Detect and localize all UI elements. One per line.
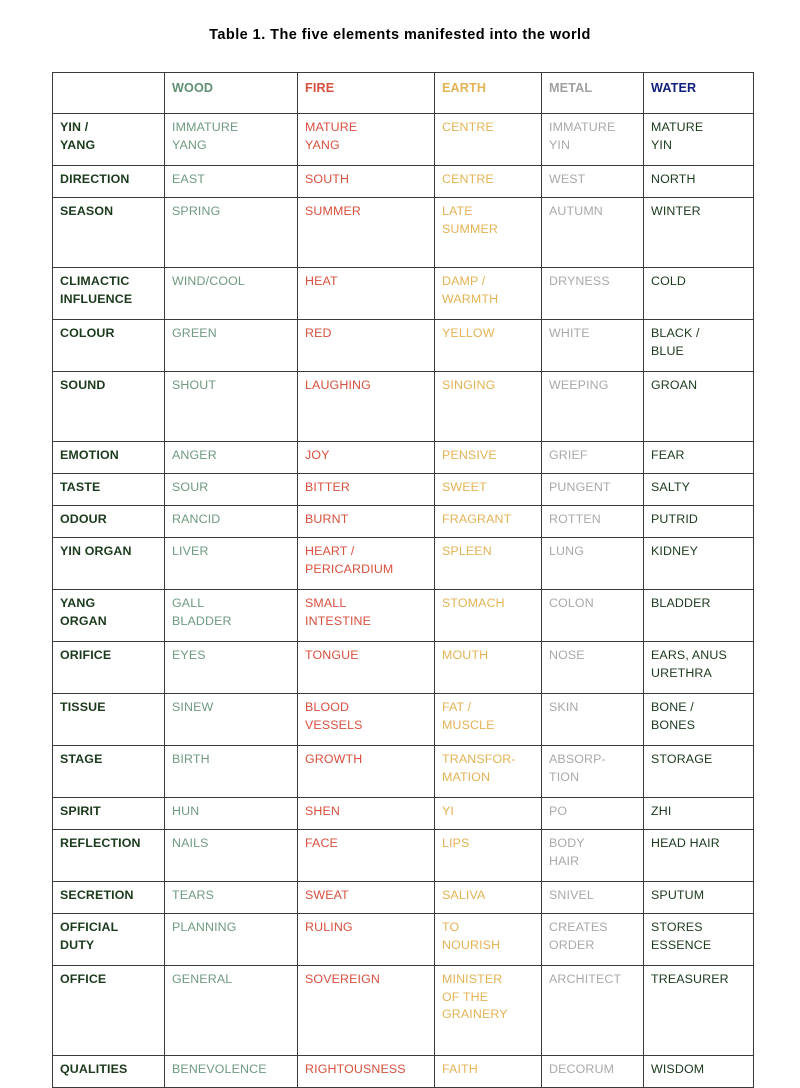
cell-wood: WIND/COOL — [165, 268, 298, 320]
row-label: ODOUR — [53, 506, 165, 538]
row-label: ORIFICE — [53, 642, 165, 694]
table-row — [53, 114, 754, 166]
cell-metal: SNIVEL — [542, 882, 644, 914]
cell-wood: ANGER — [165, 442, 298, 474]
table-row — [53, 166, 754, 198]
table-row — [53, 372, 754, 442]
cell-fire: HEART / PERICARDIUM — [298, 538, 435, 590]
row-label: OFFICE — [53, 966, 165, 1056]
cell-earth: YI — [435, 798, 542, 830]
column-header-fire: FIRE — [298, 73, 435, 114]
cell-earth: FRAGRANT — [435, 506, 542, 538]
row-label: STAGE — [53, 746, 165, 798]
cell-wood: PLANNING — [165, 914, 298, 966]
cell-wood: SHOUT — [165, 372, 298, 442]
cell-wood: GREEN — [165, 320, 298, 372]
cell-water: STORAGE — [644, 746, 754, 798]
cell-metal: DECORUM — [542, 1056, 644, 1088]
cell-water: GROAN — [644, 372, 754, 442]
cell-metal: WEST — [542, 166, 644, 198]
cell-metal: AUTUMN — [542, 198, 644, 268]
cell-fire: RULING — [298, 914, 435, 966]
table-row — [53, 590, 754, 642]
cell-water: STORES ESSENCE — [644, 914, 754, 966]
row-label: COLOUR — [53, 320, 165, 372]
cell-wood: EAST — [165, 166, 298, 198]
cell-fire: SHEN — [298, 798, 435, 830]
cell-metal: ROTTEN — [542, 506, 644, 538]
cell-wood: TEARS — [165, 882, 298, 914]
table-row — [53, 538, 754, 590]
cell-water: BLACK / BLUE — [644, 320, 754, 372]
row-label: QUALITIES — [53, 1056, 165, 1088]
column-header-earth: EARTH — [435, 73, 542, 114]
cell-earth: FAT / MUSCLE — [435, 694, 542, 746]
cell-water: BLADDER — [644, 590, 754, 642]
column-header-wood: WOOD — [165, 73, 298, 114]
cell-earth: SWEET — [435, 474, 542, 506]
cell-water: ZHI — [644, 798, 754, 830]
cell-wood: NAILS — [165, 830, 298, 882]
cell-water: SALTY — [644, 474, 754, 506]
cell-water: TREASURER — [644, 966, 754, 1056]
cell-earth: SALIVA — [435, 882, 542, 914]
cell-wood: SOUR — [165, 474, 298, 506]
cell-wood: BENEVOLENCE — [165, 1056, 298, 1088]
cell-metal: CREATES ORDER — [542, 914, 644, 966]
table-row — [53, 1056, 754, 1088]
row-label: REFLECTION — [53, 830, 165, 882]
table-row — [53, 442, 754, 474]
cell-water: HEAD HAIR — [644, 830, 754, 882]
cell-water: MATURE YIN — [644, 114, 754, 166]
cell-fire: RIGHTOUSNESS — [298, 1056, 435, 1088]
cell-fire: MATURE YANG — [298, 114, 435, 166]
row-label: SECRETION — [53, 882, 165, 914]
row-label: TASTE — [53, 474, 165, 506]
cell-fire: SOUTH — [298, 166, 435, 198]
cell-metal: GRIEF — [542, 442, 644, 474]
cell-earth: MOUTH — [435, 642, 542, 694]
table-row — [53, 474, 754, 506]
row-label: SOUND — [53, 372, 165, 442]
row-label: CLIMACTIC INFLUENCE — [53, 268, 165, 320]
cell-fire: GROWTH — [298, 746, 435, 798]
cell-fire: TONGUE — [298, 642, 435, 694]
cell-wood: GALL BLADDER — [165, 590, 298, 642]
table-row — [53, 914, 754, 966]
cell-fire: BLOOD VESSELS — [298, 694, 435, 746]
cell-fire: SOVEREIGN — [298, 966, 435, 1056]
table-row — [53, 506, 754, 538]
cell-fire: RED — [298, 320, 435, 372]
cell-earth: LATE SUMMER — [435, 198, 542, 268]
cell-water: EARS, ANUS URETHRA — [644, 642, 754, 694]
cell-earth: LIPS — [435, 830, 542, 882]
cell-metal: WHITE — [542, 320, 644, 372]
cell-earth: YELLOW — [435, 320, 542, 372]
cell-metal: ABSORP- TION — [542, 746, 644, 798]
cell-water: FEAR — [644, 442, 754, 474]
row-label: OFFICIAL DUTY — [53, 914, 165, 966]
table-row — [53, 268, 754, 320]
cell-fire: BURNT — [298, 506, 435, 538]
cell-metal: SKIN — [542, 694, 644, 746]
row-label: YIN ORGAN — [53, 538, 165, 590]
cell-fire: SUMMER — [298, 198, 435, 268]
cell-water: BONE / BONES — [644, 694, 754, 746]
row-label: DIRECTION — [53, 166, 165, 198]
cell-fire: JOY — [298, 442, 435, 474]
cell-fire: LAUGHING — [298, 372, 435, 442]
cell-metal: DRYNESS — [542, 268, 644, 320]
cell-metal: ARCHITECT — [542, 966, 644, 1056]
cell-water: COLD — [644, 268, 754, 320]
table-row — [53, 966, 754, 1056]
cell-wood: HUN — [165, 798, 298, 830]
cell-fire: HEAT — [298, 268, 435, 320]
table-row — [53, 798, 754, 830]
cell-metal: BODY HAIR — [542, 830, 644, 882]
table-row — [53, 882, 754, 914]
cell-earth: SPLEEN — [435, 538, 542, 590]
cell-wood: RANCID — [165, 506, 298, 538]
page-title: Table 1. The five elements manifested into the world — [209, 27, 591, 43]
cell-metal: COLON — [542, 590, 644, 642]
cell-earth: MINISTER OF THE GRAINERY — [435, 966, 542, 1056]
row-label: YIN / YANG — [53, 114, 165, 166]
cell-earth: TO NOURISH — [435, 914, 542, 966]
cell-water: WINTER — [644, 198, 754, 268]
cell-earth: CENTRE — [435, 166, 542, 198]
cell-earth: SINGING — [435, 372, 542, 442]
cell-water: PUTRID — [644, 506, 754, 538]
row-label: YANG ORGAN — [53, 590, 165, 642]
cell-water: SPUTUM — [644, 882, 754, 914]
cell-wood: BIRTH — [165, 746, 298, 798]
column-header-water: WATER — [644, 73, 754, 114]
cell-fire: SWEAT — [298, 882, 435, 914]
table-row — [53, 830, 754, 882]
cell-wood: IMMATURE YANG — [165, 114, 298, 166]
cell-metal: IMMATURE YIN — [542, 114, 644, 166]
cell-metal: PUNGENT — [542, 474, 644, 506]
cell-earth: DAMP / WARMTH — [435, 268, 542, 320]
cell-fire: SMALL INTESTINE — [298, 590, 435, 642]
table-body — [53, 73, 754, 1088]
cell-earth: PENSIVE — [435, 442, 542, 474]
cell-water: NORTH — [644, 166, 754, 198]
cell-metal: WEEPING — [542, 372, 644, 442]
row-label: SEASON — [53, 198, 165, 268]
cell-water: WISDOM — [644, 1056, 754, 1088]
column-header-metal: METAL — [542, 73, 644, 114]
cell-wood: GENERAL — [165, 966, 298, 1056]
table-row — [53, 642, 754, 694]
column-header-blank — [53, 73, 165, 114]
cell-metal: LUNG — [542, 538, 644, 590]
cell-wood: LIVER — [165, 538, 298, 590]
cell-fire: BITTER — [298, 474, 435, 506]
five-elements-table — [52, 72, 754, 1088]
cell-fire: FACE — [298, 830, 435, 882]
cell-earth: FAITH — [435, 1056, 542, 1088]
table-container — [0, 44, 800, 1088]
table-row — [53, 746, 754, 798]
cell-wood: SINEW — [165, 694, 298, 746]
table-row — [53, 198, 754, 268]
cell-metal: NOSE — [542, 642, 644, 694]
cell-water: KIDNEY — [644, 538, 754, 590]
cell-earth: CENTRE — [435, 114, 542, 166]
cell-wood: EYES — [165, 642, 298, 694]
table-header-row — [53, 73, 754, 114]
row-label: TISSUE — [53, 694, 165, 746]
row-label: EMOTION — [53, 442, 165, 474]
cell-earth: TRANSFOR- MATION — [435, 746, 542, 798]
cell-wood: SPRING — [165, 198, 298, 268]
table-row — [53, 320, 754, 372]
row-label: SPIRIT — [53, 798, 165, 830]
cell-metal: PO — [542, 798, 644, 830]
cell-earth: STOMACH — [435, 590, 542, 642]
table-row — [53, 694, 754, 746]
